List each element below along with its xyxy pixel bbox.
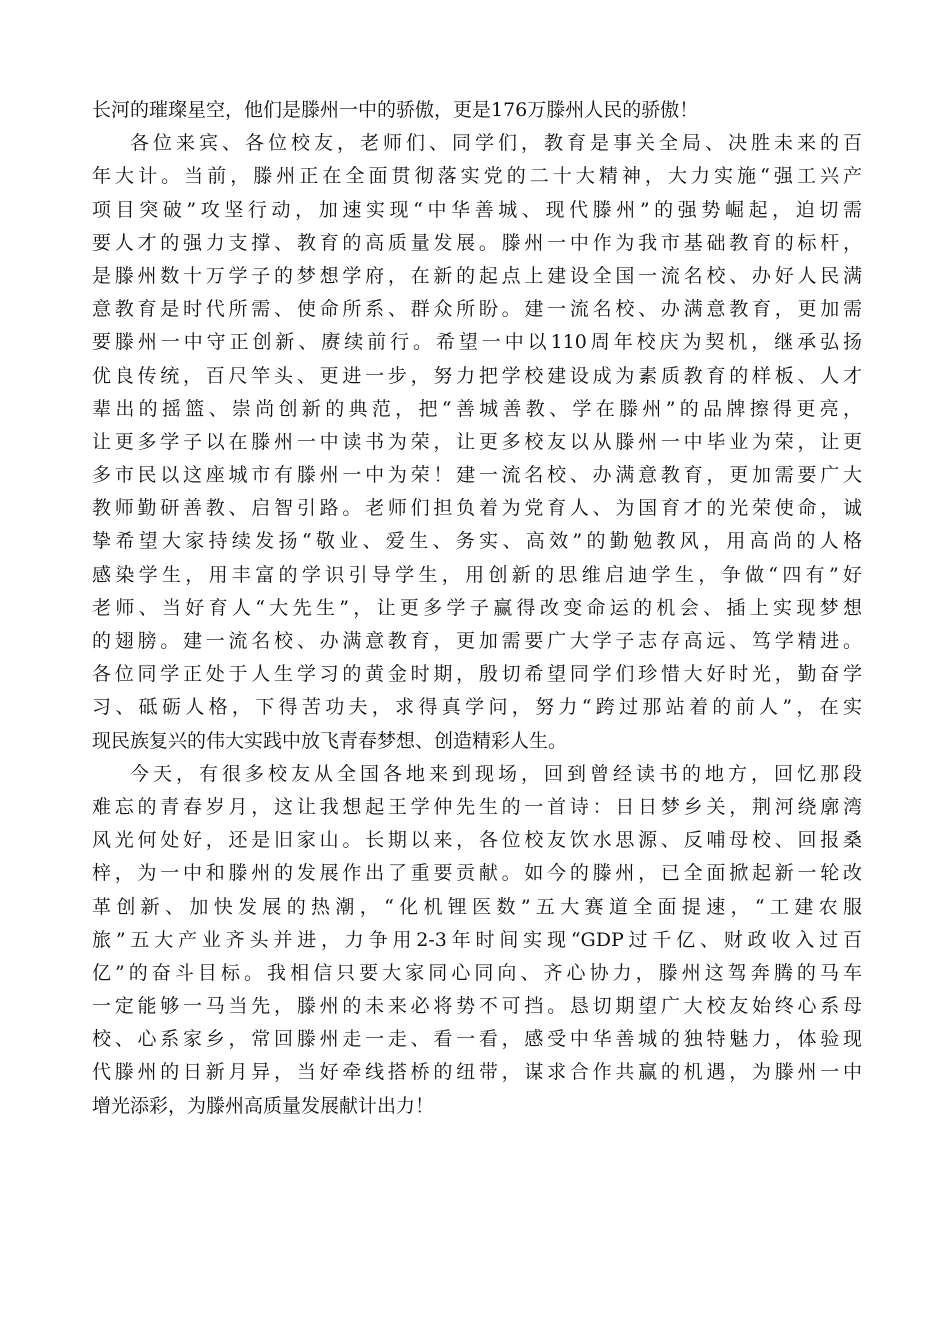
text-line: 梓，为一中和滕州的发展作出了重要贡献。如今的滕州，已全面掀起新一轮改 <box>92 862 862 885</box>
text-line: 优良传统，百尺竿头、更进一步，努力把学校建设成为素质教育的样板、人才 <box>92 364 862 387</box>
text-line: 意教育是时代所需、使命所系、群众所盼。建一流名校、办满意教育，更加需 <box>92 298 862 321</box>
text-line: 今天，有很多校友从全国各地来到现场，回到曾经读书的地方，回忆那段 <box>130 762 862 785</box>
text-line: 亿”的奋斗目标。我相信只要大家同心同向、齐心协力，滕州这驾奔腾的马车 <box>92 961 862 984</box>
text-line: 习、砥砺人格，下得苦功夫，求得真学问，努力“跨过那站着的前人”，在实 <box>92 696 862 719</box>
text-line: 长河的璀璨星空，他们是滕州一中的骄傲，更是176万滕州人民的骄傲！ <box>92 99 699 121</box>
text-line: 感染学生，用丰富的学识引导学生，用创新的思维启迪学生，争做“四有”好 <box>92 563 862 586</box>
text-line: 现民族复兴的伟大实践中放飞青春梦想、创造精彩人生。 <box>92 729 568 752</box>
text-line: 增光添彩，为滕州高质量发展献计出力！ <box>92 1094 435 1117</box>
text-line: 代滕州的日新月异，当好牵线搭桥的纽带，谋求合作共赢的机遇，为滕州一中 <box>92 1061 862 1084</box>
text-line: 让更多学子以在滕州一中读书为荣，让更多校友以从滕州一中毕业为荣，让更 <box>92 430 862 453</box>
text-line: 各位来宾、各位校友，老师们、同学们，教育是事关全局、决胜未来的百 <box>130 132 862 155</box>
text-line: 多市民以这座城市有滕州一中为荣！建一流名校、办满意教育，更加需要广大 <box>92 464 862 487</box>
text-line: 校、心系家乡，常回滕州走一走、看一看，感受中华善城的独特魅力，体验现 <box>92 1028 862 1051</box>
text-line: 教师勤研善教、启智引路。老师们担负着为党育人、为国育才的光荣使命，诚 <box>92 497 862 520</box>
text-line: 要滕州一中守正创新、赓续前行。希望一中以110周年校庆为契机，继承弘扬 <box>92 331 862 354</box>
text-line: 要人才的强力支撑、教育的高质量发展。滕州一中作为我市基础教育的标杆， <box>92 231 862 254</box>
text-line: 是滕州数十万学子的梦想学府，在新的起点上建设全国一流名校、办好人民满 <box>92 264 862 287</box>
text-line: 项目突破”攻坚行动，加速实现“中华善城、现代滕州”的强势崛起，迫切需 <box>92 198 862 221</box>
text-line: 年大计。当前，滕州正在全面贯彻落实党的二十大精神，大力实施“强工兴产 <box>92 165 862 188</box>
text-line: 一定能够一马当先，滕州的未来必将势不可挡。恳切期望广大校友始终心系母 <box>92 995 862 1018</box>
text-line: 旅”五大产业齐头并进，力争用2-3年时间实现“GDP过千亿、财政收入过百 <box>92 928 862 951</box>
text-line: 风光何处好，还是旧家山。长期以来，各位校友饮水思源、反哺母校、回报桑 <box>92 829 862 852</box>
text-line: 难忘的青春岁月，这让我想起王学仲先生的一首诗：日日梦乡关，荆河绕廓湾 <box>92 795 862 818</box>
text-line: 挚希望大家持续发扬“敬业、爱生、务实、高效”的勤勉教风，用高尚的人格 <box>92 530 862 553</box>
text-line: 辈出的摇篮、崇尚创新的典范，把“善城善教、学在滕州”的品牌擦得更亮， <box>92 397 862 420</box>
text-line: 老师、当好育人“大先生”，让更多学子赢得改变命运的机会、插上实现梦想 <box>92 596 862 619</box>
text-line: 各位同学正处于人生学习的黄金时期，殷切希望同学们珍惜大好时光，勤奋学 <box>92 663 862 686</box>
text-line: 革创新、加快发展的热潮，“化机锂医数”五大赛道全面提速，“工建农服 <box>92 895 862 918</box>
text-line: 的翅膀。建一流名校、办满意教育，更加需要广大学子志存高远、笃学精进。 <box>92 630 862 652</box>
document-page <box>92 94 862 1123</box>
